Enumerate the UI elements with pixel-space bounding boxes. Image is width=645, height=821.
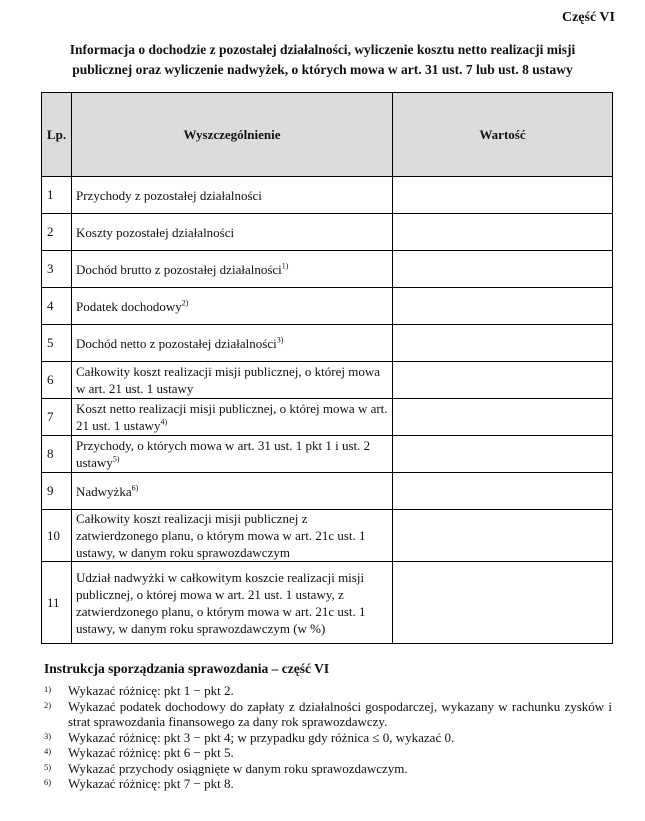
row-number: 1 <box>42 177 72 214</box>
footnote-ref: 5) <box>112 454 120 464</box>
table-row <box>42 251 613 288</box>
table-row <box>42 510 613 562</box>
note-number: 6) <box>44 777 52 787</box>
row-description <box>72 325 393 362</box>
instructions-notes <box>44 683 612 792</box>
note-number: 4) <box>44 746 52 756</box>
row-number: 8 <box>42 436 72 473</box>
row-value-cell[interactable] <box>393 510 613 562</box>
row-description <box>72 399 393 436</box>
table-row <box>42 362 613 399</box>
note-text: Wykazać różnicę: pkt 7 − pkt 8. <box>68 776 234 791</box>
table-row <box>42 325 613 362</box>
note-text: Wykazać przychody osiągnięte w danym roku sprawozdawczym. <box>68 760 408 776</box>
table-row <box>42 214 613 251</box>
row-value-cell[interactable] <box>393 288 613 325</box>
footnote-ref: 4) <box>160 417 168 427</box>
header-value: Wartość <box>393 93 613 177</box>
note-number: 5) <box>44 761 52 772</box>
row-description <box>72 214 393 251</box>
row-value-cell[interactable] <box>393 251 613 288</box>
row-description <box>72 288 393 325</box>
note-number: 3) <box>44 730 52 741</box>
table-row <box>42 562 613 644</box>
row-number: 5 <box>42 325 72 362</box>
note-text: Wykazać różnicę: pkt 6 − pkt 5. <box>68 745 234 760</box>
table-row <box>42 436 613 473</box>
row-value-cell[interactable] <box>393 562 613 644</box>
footnote-ref: 2) <box>181 298 189 308</box>
instruction-note <box>44 761 612 777</box>
row-description-text: Koszty pozostałej działalności <box>76 224 235 240</box>
footnote-ref: 3) <box>276 335 284 345</box>
table-row <box>42 399 613 436</box>
row-number: 2 <box>42 214 72 251</box>
row-description <box>72 177 393 214</box>
note-text: Wykazać różnicę: pkt 3 − pkt 4; w przypadku gdy różnica ≤ 0, wykazać 0. <box>68 729 455 745</box>
row-value-cell[interactable] <box>393 399 613 436</box>
footnote-ref: 6) <box>131 483 139 493</box>
row-number: 11 <box>42 562 72 644</box>
row-description <box>72 510 393 562</box>
row-value-cell[interactable] <box>393 177 613 214</box>
row-value-cell[interactable] <box>393 214 613 251</box>
row-description-text: Dochód brutto z pozostałej działalności <box>76 261 282 277</box>
header-lp: Lp. <box>42 93 72 177</box>
row-number: 4 <box>42 288 72 325</box>
row-value-cell[interactable] <box>393 473 613 510</box>
row-description-text: Całkowity koszt realizacji misji publicznej z zatwierdzonego planu, o którym mowa w art. 21c ust. 1 ustawy, w danym roku sprawozdawczym <box>76 511 366 560</box>
row-description <box>72 562 393 644</box>
row-description-text: Nadwyżka <box>76 483 132 499</box>
footnote-ref: 1) <box>281 261 289 271</box>
row-value-cell[interactable] <box>393 362 613 399</box>
header-description: Wyszczególnienie <box>72 93 393 177</box>
row-number: 3 <box>42 251 72 288</box>
row-number: 7 <box>42 399 72 436</box>
instruction-note <box>44 745 612 761</box>
instruction-note <box>44 699 612 730</box>
row-description-text: Dochód netto z pozostałej działalności <box>76 335 277 351</box>
row-description <box>72 251 393 288</box>
row-description <box>72 436 393 473</box>
row-description-text: Udział nadwyżki w całkowitym koszcie realizacji misji publicznej, o której mowa w art. 21 ust. 1 ustawy, z zatwierdzonego planu, o którym mowa w art. 21c ust. 1 ustawy, w danym roku sprawozdawczym (w %) <box>76 569 366 636</box>
part-label: Część VI <box>561 10 615 25</box>
note-number: 1) <box>44 684 52 694</box>
row-value-cell[interactable] <box>393 436 613 473</box>
row-number: 6 <box>42 362 72 399</box>
row-description-text: Przychody, o których mowa w art. 31 ust. 1 pkt 1 i ust. 2 ustawy <box>76 438 371 470</box>
note-number: 2) <box>44 699 52 710</box>
page-title: Informacja o dochodzie z pozostałej działalności, wyliczenie kosztu netto realizacji misji publicznej oraz wyliczenie nadwyżek, o których mowa w art. 31 ust. 7 lub ust. 8 ustawy <box>69 42 576 77</box>
row-number: 10 <box>42 510 72 562</box>
instruction-note <box>44 683 612 699</box>
table-header-row <box>42 93 613 177</box>
row-description-text: Podatek dochodowy <box>76 298 182 314</box>
table-row <box>42 177 613 214</box>
instruction-note <box>44 730 612 746</box>
note-text: Wykazać różnicę: pkt 1 − pkt 2. <box>68 683 234 698</box>
table-row <box>42 288 613 325</box>
table-row <box>42 473 613 510</box>
instruction-note <box>44 776 612 792</box>
row-number: 9 <box>42 473 72 510</box>
note-text: Wykazać podatek dochodowy do zapłaty z działalności gospodarczej, wykazany w rachunku zysków i strat sprawozdania finansowego za dany rok sprawozdawczy. <box>68 698 612 729</box>
info-table <box>41 92 613 644</box>
row-description-text: Przychody z pozostałej działalności <box>76 187 262 203</box>
row-description-text: Całkowity koszt realizacji misji publicznej, o której mowa w art. 21 ust. 1 ustawy <box>76 364 380 396</box>
row-description-text: Koszt netto realizacji misji publicznej, o której mowa w art. 21 ust. 1 ustawy <box>76 401 388 433</box>
row-value-cell[interactable] <box>393 325 613 362</box>
row-description <box>72 473 393 510</box>
instructions-title: Instrukcja sporządzania sprawozdania – część VI <box>44 661 330 676</box>
row-description <box>72 362 393 399</box>
